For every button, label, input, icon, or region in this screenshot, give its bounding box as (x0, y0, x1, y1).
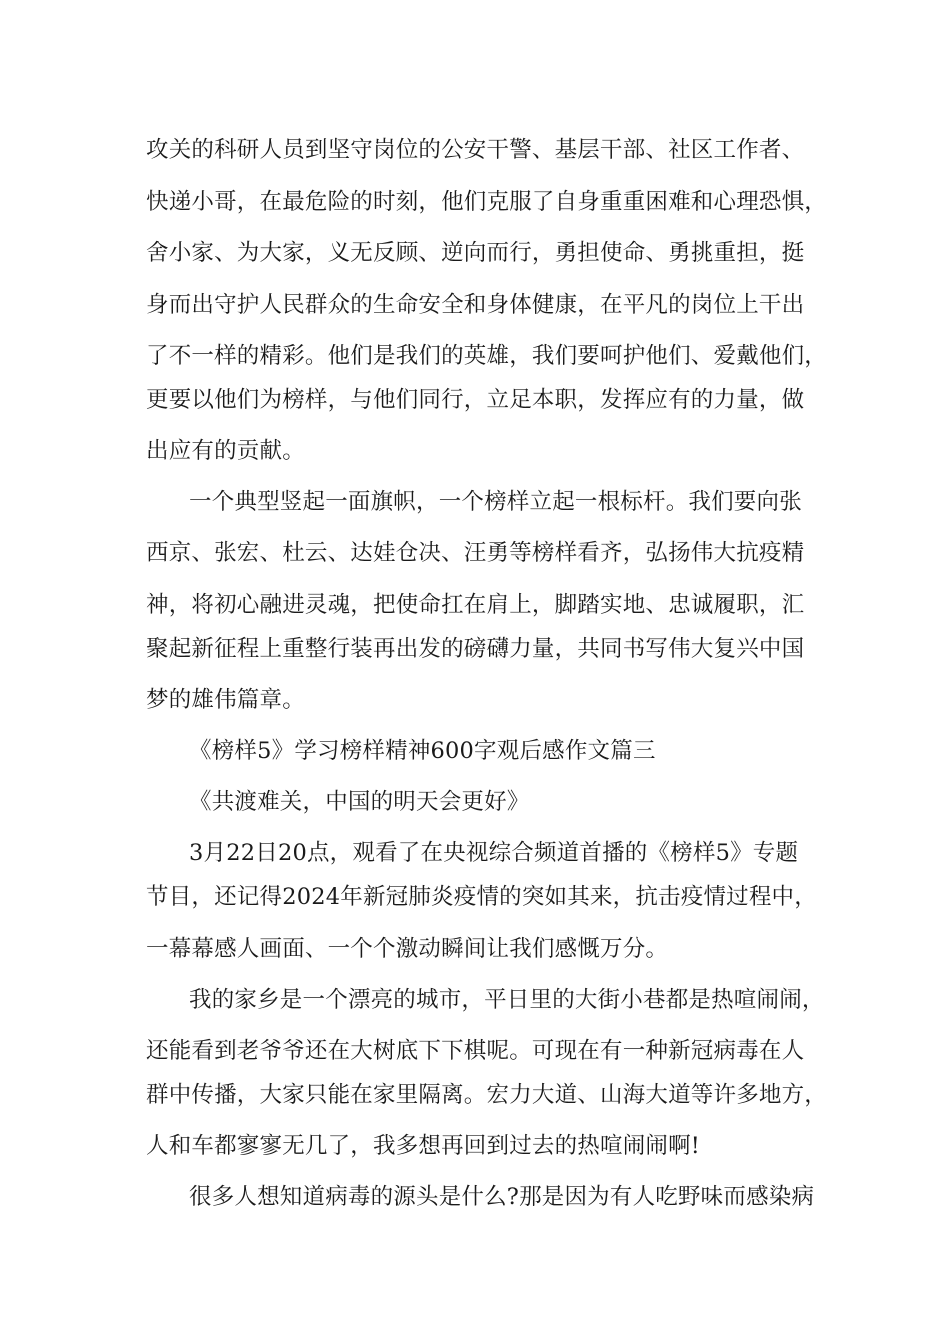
section-heading: 《榜样5》学习榜样精神600字观后感作文篇三 (189, 738, 656, 764)
text-line: 西京、张宏、杜云、达娃仓决、汪勇等榜样看齐，弘扬伟大抗疫精 (146, 540, 805, 566)
text-line: 神，将初心融进灵魂，把使命扛在肩上，脚踏实地、忠诚履职，汇 (146, 592, 805, 618)
text-line: 节目，还记得2024年新冠肺炎疫情的突如其来，抗击疫情过程中， (146, 884, 817, 910)
text-line: 群中传播，大家只能在家里隔离。宏力大道、山海大道等许多地方， (146, 1082, 828, 1108)
text-line: 攻关的科研人员到坚守岗位的公安干警、基层干部、社区工作者、 (146, 137, 805, 163)
text-line: 人和车都寥寥无几了，我多想再回到过去的热喧闹闹啊! (146, 1133, 701, 1159)
paragraph-start-line: 3月22日20点，观看了在央视综合频道首播的《榜样5》专题 (189, 840, 799, 866)
text-line: 身而出守护人民群众的生命安全和身体健康，在平凡的岗位上干出 (146, 292, 805, 318)
text-line: 更要以他们为榜样，与他们同行，立足本职，发挥应有的力量，做 (146, 387, 805, 413)
text-line: 聚起新征程上重整行装再出发的磅礴力量，共同书写伟大复兴中国 (146, 636, 805, 662)
text-line: 舍小家、为大家，义无反顾、逆向而行，勇担使命、勇挑重担，挺 (146, 240, 805, 266)
text-line: 一幕幕感人画面、一个个激动瞬间让我们感慨万分。 (146, 936, 669, 962)
text-line: 梦的雄伟篇章。 (146, 687, 305, 713)
paragraph-start-line: 一个典型竖起一面旗帜，一个榜样立起一根标杆。我们要向张 (189, 489, 802, 515)
text-line: 快递小哥，在最危险的时刻，他们克服了自身重重困难和心理恐惧， (146, 189, 828, 215)
text-line: 了不一样的精彩。他们是我们的英雄，我们要呵护他们、爱戴他们， (146, 343, 828, 369)
text-line: 还能看到老爷爷还在大树底下下棋呢。可现在有一种新冠病毒在人 (146, 1038, 805, 1064)
text-line: 出应有的贡献。 (146, 438, 305, 464)
paragraph-start-line: 很多人想知道病毒的源头是什么?那是因为有人吃野味而感染病 (189, 1184, 815, 1210)
essay-title: 《共渡难关，中国的明天会更好》 (189, 789, 530, 815)
paragraph-start-line: 我的家乡是一个漂亮的城市，平日里的大街小巷都是热喧闹闹， (189, 987, 825, 1013)
